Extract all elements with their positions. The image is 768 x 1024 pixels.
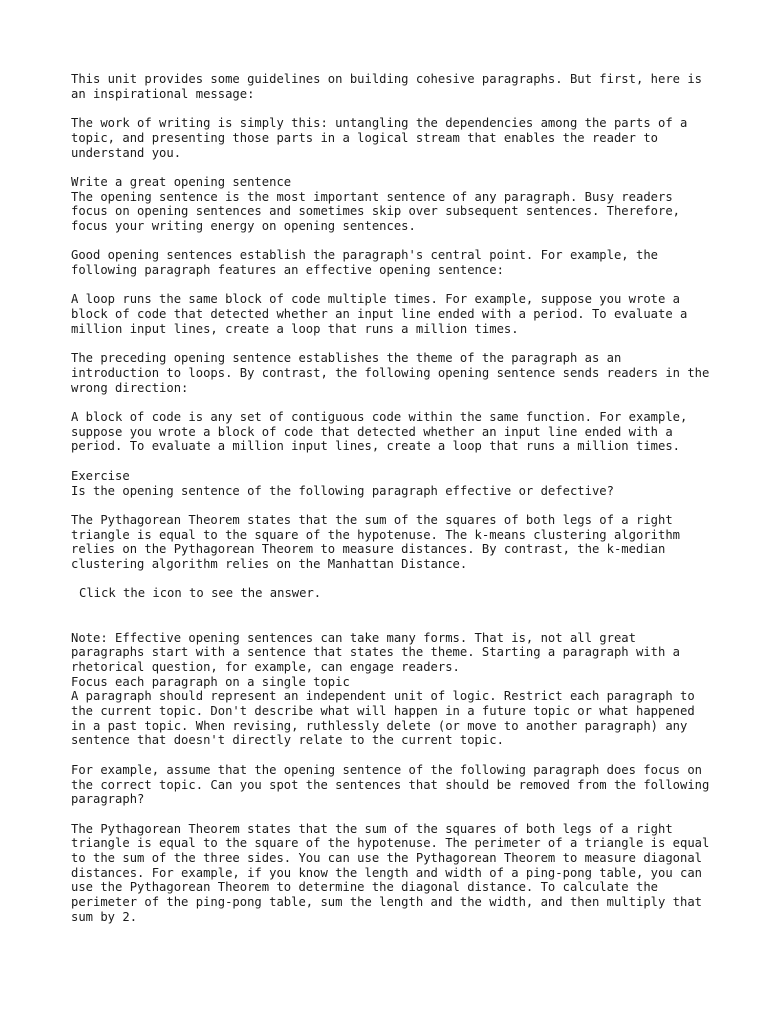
spacer	[71, 101, 711, 116]
spacer	[71, 748, 711, 763]
spacer	[71, 337, 711, 352]
inspirational-quote: The work of writing is simply this: untangling the dependencies among the parts of a topic, and presenting those parts in a logical stream that enables the reader to understand you.	[71, 116, 695, 160]
example-good-opening: A loop runs the same block of code multiple times. For example, suppose you wrote a block of code that detected whether an input line ended with a period. To evaluate a million input lines, create a loop that runs a million times.	[71, 292, 695, 336]
spacer	[71, 160, 711, 175]
section-body-single-topic: A paragraph should represent an independent unit of logic. Restrict each paragraph to the current topic. Don't describe what will happen in a future topic or what happened in a past topic. When revising, ruthlessly delete (or move to another paragraph) any sentence that doesn't directly relate to the current topic.	[71, 689, 703, 748]
answer-prompt-text: Click the icon to see the answer.	[79, 586, 322, 601]
intro-paragraph: This unit provides some guidelines on building cohesive paragraphs. But first, here is an inspirational message:	[71, 72, 710, 101]
document-page	[71, 72, 717, 925]
section-body-opening-sentence: The opening sentence is the most important sentence of any paragraph. Busy readers focus on opening sentences and sometimes skip over subsequent sentences. Therefore, focus your writing energy on opening sentences.	[71, 189, 688, 233]
answer-reveal-prompt[interactable]	[71, 586, 711, 601]
spacer	[71, 234, 711, 249]
section-heading-opening-sentence: Write a great opening sentence	[71, 174, 292, 189]
spacer	[71, 454, 711, 469]
exercise-question: Is the opening sentence of the following paragraph effective or defective?	[71, 483, 614, 498]
example-pythagorean-paragraph: The Pythagorean Theorem states that the sum of the squares of both legs of a right triangle is equal to the square of the hypotenuse. The perimeter of a triangle is equal to the sum of the three sides. You can use the Pythagorean Theorem to measure diagonal distances. For example, if you know the length and width of a ping-pong table, you can use the Pythagorean Theorem to determine the diagonal distance. To calculate the perimeter of the ping-pong table, sum the length and the width, and then multiply that sum by 2.	[71, 821, 717, 924]
example-bad-opening: A block of code is any set of contiguous code within the same function. For example, suppose you wrote a block of code that detected whether an input line ended with a period. To evaluate a million input lines, create a loop that runs a million times.	[71, 410, 695, 454]
paragraph-spot-sentences: For example, assume that the opening sentence of the following paragraph does focus on the correct topic. Can you spot the sentences that should be removed from the following paragraph?	[71, 762, 717, 807]
note-paragraph: Note: Effective opening sentences can take many forms. That is, not all great paragraphs start with a sentence that states the theme. Starting a paragraph with a rhetorical question, for example, can engage readers.	[71, 630, 688, 674]
spacer	[71, 395, 711, 410]
paragraph-central-point: Good opening sentences establish the paragraph's central point. For example, the following paragraph features an effective opening sentence:	[71, 248, 666, 278]
paragraph-preceding-opening: The preceding opening sentence establishes the theme of the paragraph as an introduction to loops. By contrast, the following opening sentence sends readers in the wrong direction:	[71, 351, 717, 395]
exercise-paragraph: The Pythagorean Theorem states that the sum of the squares of both legs of a right triangle is equal to the square of the hypotenuse. The k-means clustering algorithm relies on the Pythagorean Theorem to measure distances. By contrast, the k-median clustering algorithm relies on the Manhattan Distance.	[71, 512, 688, 572]
spacer	[71, 807, 711, 822]
spacer	[71, 498, 711, 513]
section-heading-single-topic: Focus each paragraph on a single topic	[71, 674, 350, 689]
spacer	[71, 572, 711, 587]
spacer	[71, 278, 711, 293]
spacer	[71, 601, 711, 630]
exercise-heading: Exercise	[71, 468, 130, 483]
